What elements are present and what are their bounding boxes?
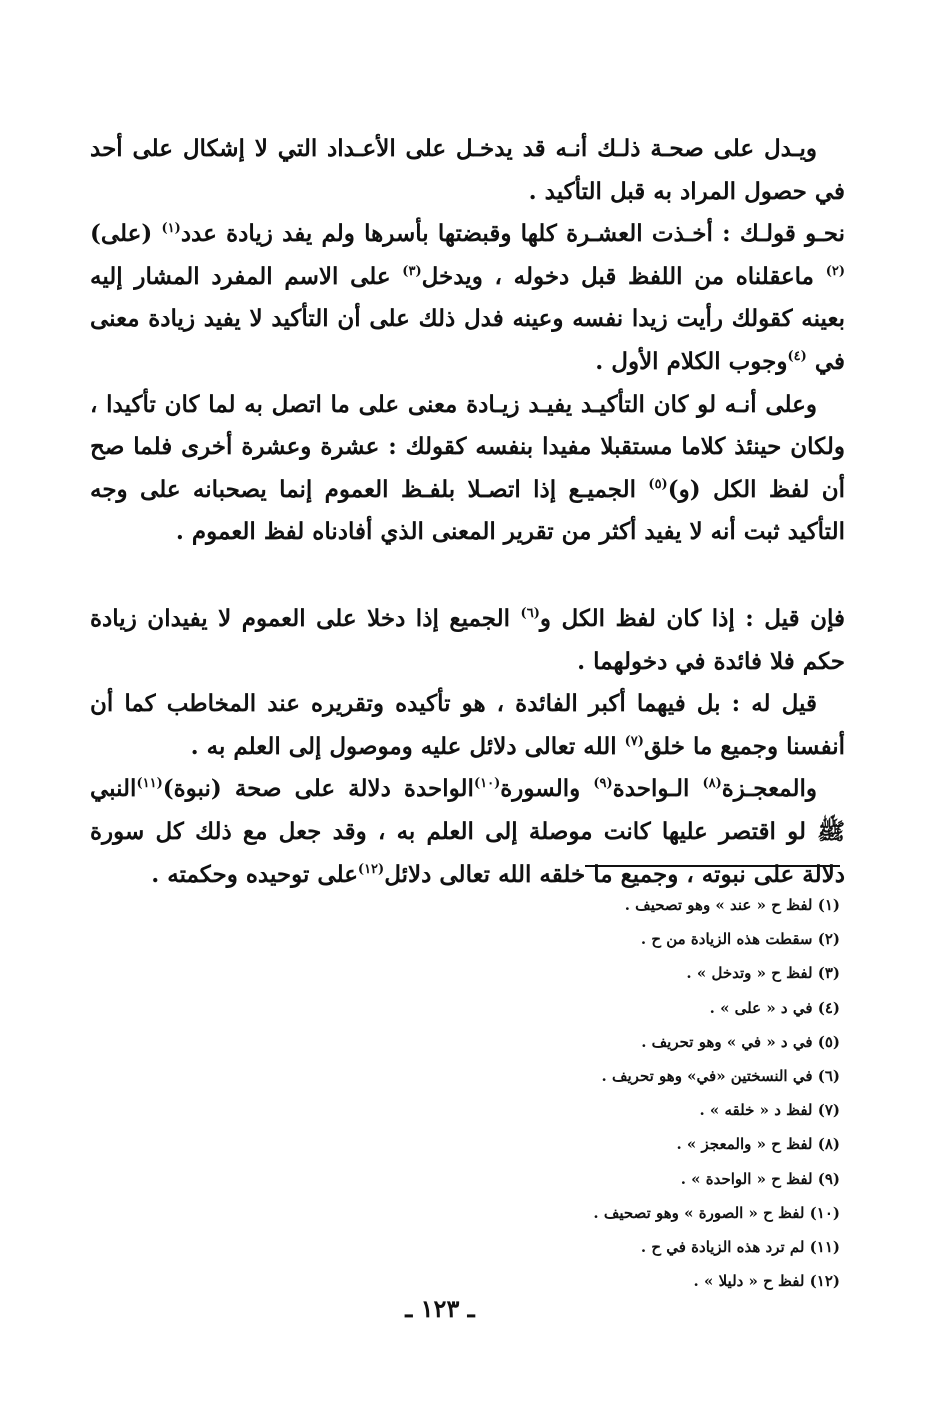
footnote-marker: (٦)	[520, 605, 540, 621]
footnote-marker: (١٢)	[357, 861, 385, 877]
footnote: (٤) في د « على » .	[709, 998, 840, 1017]
text-run: والسورة	[500, 775, 594, 803]
footnote-marker: (٧)	[624, 733, 644, 749]
text-run: فإن قيل : إذا كان لفظ الكل و	[539, 604, 845, 632]
footnote: (١٠) لفظ ح « الصورة » وهو تصحيف .	[593, 1203, 840, 1222]
text-run: ماعقلناه من اللفظ قبل دخوله ، ويدخل	[421, 262, 826, 290]
text-run: (على)	[90, 220, 162, 248]
paragraph	[90, 768, 845, 896]
text-run: نحـو قولـك : أخـذت العشـرة كلها وقبضتها بأسرها ولم يفد زيادة عدد	[180, 220, 845, 248]
text-run: الجميـع إذا اتصـلا بلفـظ العموم إنما يصحبانه على وجه التأكيد ثبت أنه لا يفيد أكثر من تقرير المعنى الذي أفادناه لفظ العموم .	[90, 475, 845, 546]
footnote-marker: (٣)	[402, 263, 422, 279]
footnote-separator	[585, 865, 840, 867]
text-run: الواحدة دلالة على صحة (نبوة)	[162, 775, 474, 803]
main-text	[90, 128, 845, 896]
footnote: (٨) لفظ ح « والمعجز » .	[676, 1135, 840, 1154]
text-run: وجوب الكلام الأول .	[595, 347, 788, 375]
paragraph	[90, 128, 845, 213]
footnote: (٧) لفظ د « خلقه » .	[699, 1101, 840, 1120]
footnote: (٢) سقطت هذه الزيادة من ح .	[640, 930, 840, 949]
text-run: قيل له : بل فيهما أكبر الفائدة ، هو تأكيده وتقريره عند المخاطب كما أن أنفسنا وجميع ما خلق	[90, 690, 845, 760]
text-run: الـواحدة	[612, 775, 703, 803]
footnote: (٩) لفظ ح « الواحدة » .	[680, 1169, 840, 1188]
text-run: والمعجـزة	[721, 775, 817, 803]
footnote-marker: (١)	[161, 221, 181, 237]
footnote: (١١) لم ترد هذه الزيادة في ح .	[640, 1238, 840, 1257]
paragraph	[90, 598, 845, 683]
footnote-marker: (٥)	[648, 476, 668, 492]
footnote: (١٢) لفظ ح « دليلا » .	[693, 1272, 840, 1291]
text-run: على توحيده وحكمته .	[151, 860, 358, 888]
page-number: ـ ١٢٣ ـ	[405, 1294, 475, 1323]
paragraph	[90, 213, 845, 383]
footnote-marker: (٢)	[825, 263, 845, 279]
text-run: ويـدل على صحـة ذلـك أنـه قد يدخـل على الأعـداد التي لا إشكال على أحد في حصول المراد به قبل التأكيد .	[90, 135, 845, 205]
footnote-marker: (٨)	[702, 776, 722, 792]
footnote: (٣) لفظ ح « وتدخل » .	[686, 964, 840, 983]
text-run: على الاسم المفرد المشار إليه بعينه كقولك رأيت زيدا نفسه وعينه فدل ذلك على أن التأكيد لا يفيد زيادة معنى في	[90, 262, 845, 375]
footnote: (٦) في النسختين «في» وهو تحريف .	[601, 1067, 840, 1086]
text-run: النبي ﷺ لو اقتصر عليها كانت موصلة إلى العلم به ، وقد جعل مع ذلك كل سورة دلالة على نبوته ، وجميع ما خلقه الله تعالى دلائل	[90, 775, 845, 888]
footnote: (١) لفظ ح « عند » وهو تصحيف .	[624, 896, 840, 914]
footnote: (٥) في د « في » وهو تحريف .	[641, 1032, 840, 1051]
footnote-marker: (٩)	[593, 776, 613, 792]
footnote-marker: (١١)	[136, 776, 163, 792]
text-run: الجميع إذا دخلا على العموم لا يفيدان زيادة حكم فلا فائدة في دخولهما .	[90, 604, 845, 675]
footnote-marker: (٤)	[787, 348, 807, 364]
footnote-marker: (١٠)	[473, 776, 501, 792]
paragraph	[90, 384, 845, 554]
footnotes	[540, 888, 840, 1298]
paragraph	[90, 683, 845, 768]
text-run: الله تعالى دلائل عليه وموصول إلى العلم به .	[190, 732, 625, 760]
text-run: وعلى أنـه لو كان التأكيـد يفيـد زيـادة معنى على ما اتصل به لما كان تأكيدا ، ولكان حينئذ كلاما مستقبلا مفيدا بنفسه كقولك : عشرة وعشرة أخرى فلما صح أن لفظ الكل (و)	[90, 390, 845, 503]
